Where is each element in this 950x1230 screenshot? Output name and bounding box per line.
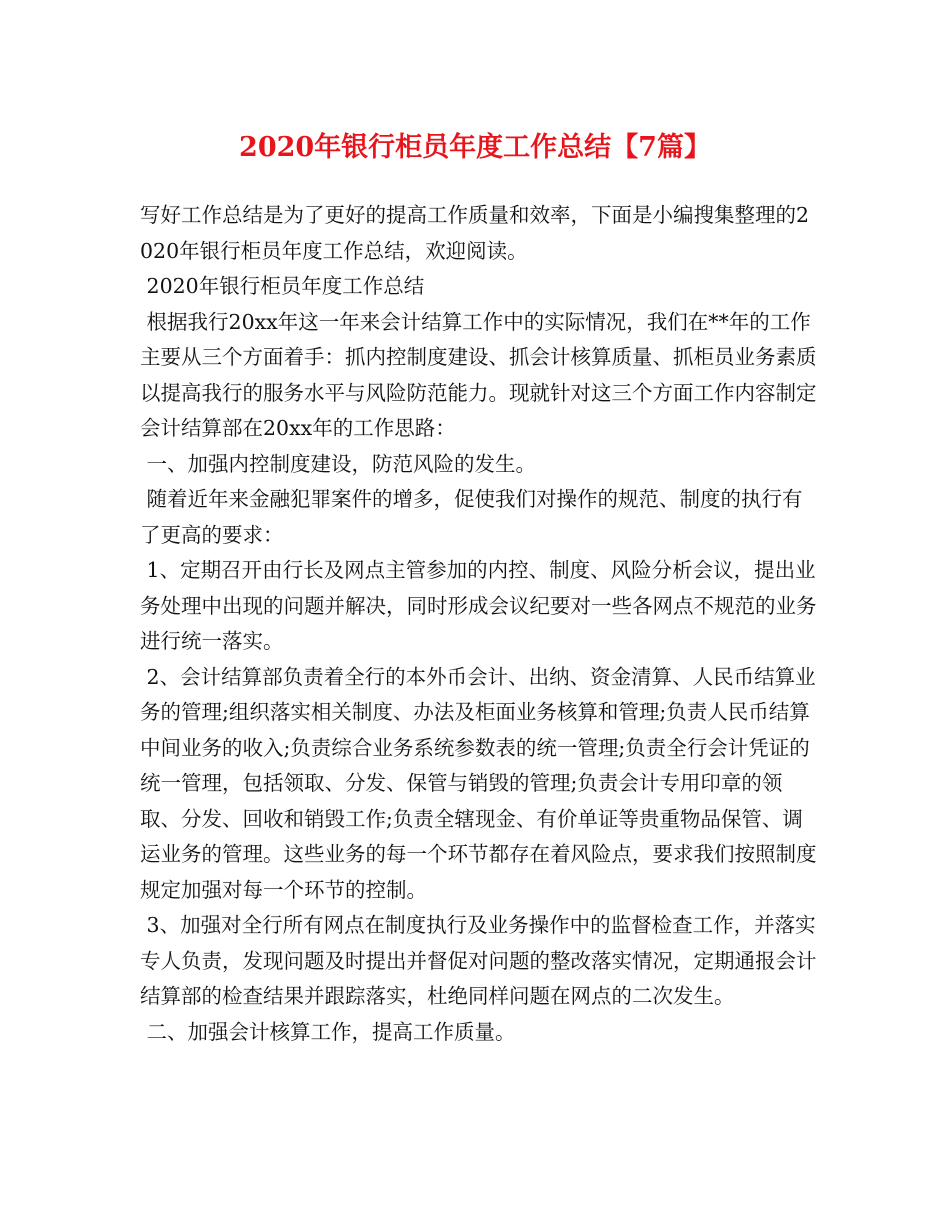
paragraph-intro: 写好工作总结是为了更好的提高工作质量和效率，下面是小编搜集整理的2020年银行柜员年度工作总结，欢迎阅读。 bbox=[140, 203, 810, 263]
document-title: 2020年银行柜员年度工作总结【7篇】 bbox=[239, 132, 711, 163]
paragraph-section1-intro: 随着近年来金融犯罪案件的增多，促使我们对操作的规范、制度的执行有了更高的要求： bbox=[140, 487, 803, 547]
paragraph-subtitle: 2020年银行柜员年度工作总结 bbox=[140, 274, 425, 298]
section-heading-2: 二、加强会计核算工作，提高工作质量。 bbox=[140, 1019, 516, 1044]
paragraph-overview: 根据我行20xx年这一年来会计结算工作中的实际情况，我们在**年的工作主要从三个方面着手：抓内控制度建设、抓会计核算质量、抓柜员业务素质以提高我行的服务水平与风险防范能力。现就针对这三个方面工作内容制定会计结算部在20xx年的工作思路： bbox=[140, 309, 817, 440]
paragraph-item-1: 1、定期召开由行长及网点主管参加的内控、制度、风险分析会议，提出业务处理中出现的问题并解决，同时形成会议纪要对一些各网点不规范的业务进行统一落实。 bbox=[140, 558, 817, 653]
paragraph-item-3: 3、加强对全行所有网点在制度执行及业务操作中的监督检查工作，并落实专人负责，发现问题及时提出并督促对问题的整改落实情况，定期通报会计结算部的检查结果并跟踪落实，杜绝同样问题在网点的二次发生。 bbox=[140, 913, 817, 1008]
paragraph-item-2: 2、会计结算部负责着全行的本外币会计、出纳、资金清算、人民币结算业务的管理;组织落实相关制度、办法及柜面业务核算和管理;负责人民币结算中间业务的收入;负责综合业务系统参数表的统一管理;负责全行会计凭证的统一管理，包括领取、分发、保管与销毁的管理;负责会计专用印章的领取、分发、回收和销毁工作;负责全辖现金、有价单证等贵重物品保管、调运业务的管理。这些业务的每一个环节都存在着风险点，要求我们按照制度规定加强对每一个环节的控制。 bbox=[140, 664, 817, 902]
document-body bbox=[140, 198, 820, 1050]
section-heading-1: 一、加强内控制度建设，防范风险的发生。 bbox=[140, 451, 537, 476]
